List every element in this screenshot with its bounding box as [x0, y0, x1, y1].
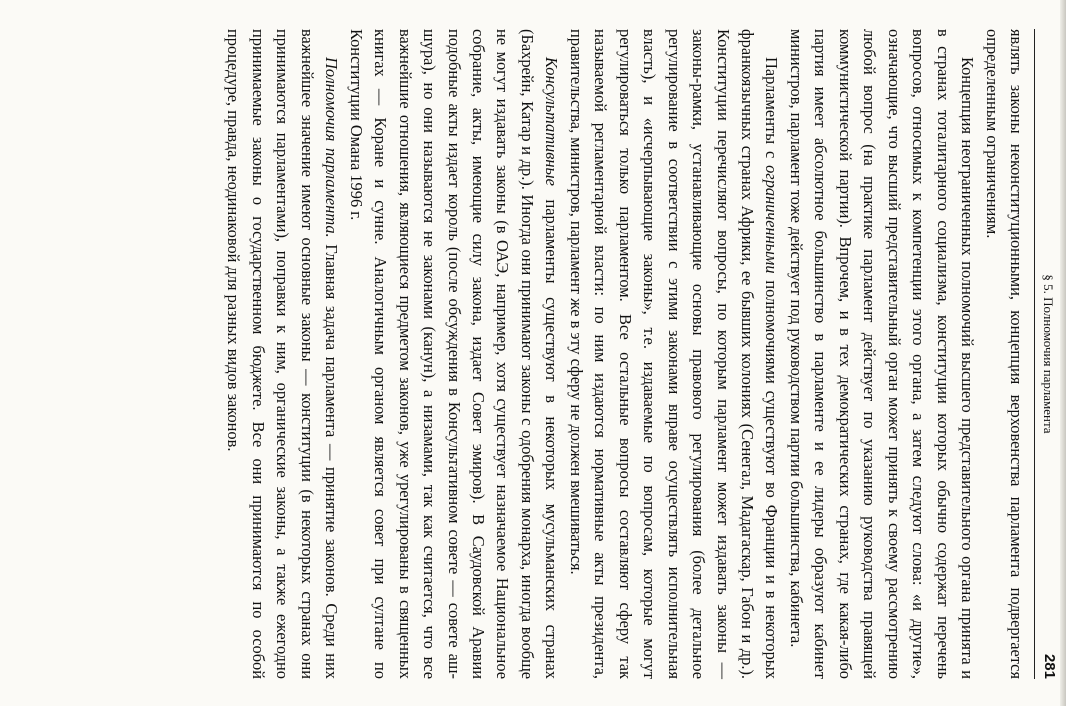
book-page [3, 3, 1063, 703]
emphasized-text: Консультативные [542, 57, 562, 186]
paragraph-text: парламенты существуют в некоторых мусульманских странах (Бахрейн, Катар и др.). Иногда они принимают законы с одобрения монарха, иногда вообще не могут издавать законы (в ОАЭ, например, хотя существует назначаемое Национальное собрание, акты, имеющие силу закона, издает Совет эмиров). В Саудовской Аравии подобные акты издает король (после обсуждения в Консультативном совете — совете аш-шура), но они называются не законами (канун), а низамами, так как считается, что все важнейшие отношения, являющиеся предметом законов, уже урегулированы в священных книгах — Коране и сунне. Аналогичным органом является совет при султане по Конституции Омана 1996 г. [346, 29, 562, 679]
emphasized-text: ограниченными [762, 165, 782, 274]
paragraph-text: Главная задача парламента — принятие законов. Среди них важнейшее значение имеют основные законы — конституции (в некоторых странах они принимаются парламентами), поправки к ним, органические законы, а также ежегодно принимаемые законы о государственном бюджете. Все они принимаются по особой процедуре, правда, неодинаковой для разных видов законов. [224, 29, 342, 679]
paragraph [979, 29, 1028, 679]
running-title: § 5. Полномочия парламента [1041, 274, 1056, 434]
emphasized-text: Полномочия парламента. [322, 57, 342, 238]
paragraph-text: являть законы неконституционными, концепция верховенства парламента подвергается определенным ограничениям. [982, 29, 1026, 679]
page-number: 281 [1041, 653, 1058, 679]
paragraph-text: Концепция неограниченных полномочий высшего представительного органа принята и в странах тоталитарного социализма, конституции которых обычно содержат перечень вопросов, относимых к компетенции этого органа, а затем следуют слова: «и другие», означающие, что высший представительный орган может принять к своему рассмотрению любой вопрос (на практике парламент действует по указанию руководства правящей коммунистической партии). Впрочем, и в тех демократических странах, где какая-либо партия имеет абсолютное большинство в парламенте и ее лидеры образуют кабинет министров, парламент тоже действует под руководством партии большинства, кабинета. [786, 29, 978, 679]
paragraph [343, 29, 563, 679]
paragraph [563, 29, 783, 679]
paragraph-text: полномочиями существуют во Франции и в некоторых франкоязычных странах Африки, ее бывших колониях (Сенегал, Мадагаскар, Габон и др.). Конституции перечисляют вопросы, по которым парламент может издавать законы — законы-рамки, устанавливающие основы правового регулирования (более детальное регулирование в соответствии с этими законами вправе осуществлять исполнительная власть), и «исчерпывающие законы», т.е. издаваемые по вопросам, которые могут регулироваться только парламентом. Все остальные вопросы составляют сферу так называемой регламентарной власти: по ним издаются нормативные акты президента, правительства, министров, парламент же в эту сферу не должен вмешиваться. [566, 29, 782, 679]
paragraph [783, 29, 979, 679]
paragraph [221, 29, 343, 679]
body-text [221, 29, 1028, 679]
scan-edge-shadow [1060, 0, 1066, 706]
running-header [1034, 29, 1057, 679]
paragraph-text: Парламенты с [762, 57, 782, 166]
